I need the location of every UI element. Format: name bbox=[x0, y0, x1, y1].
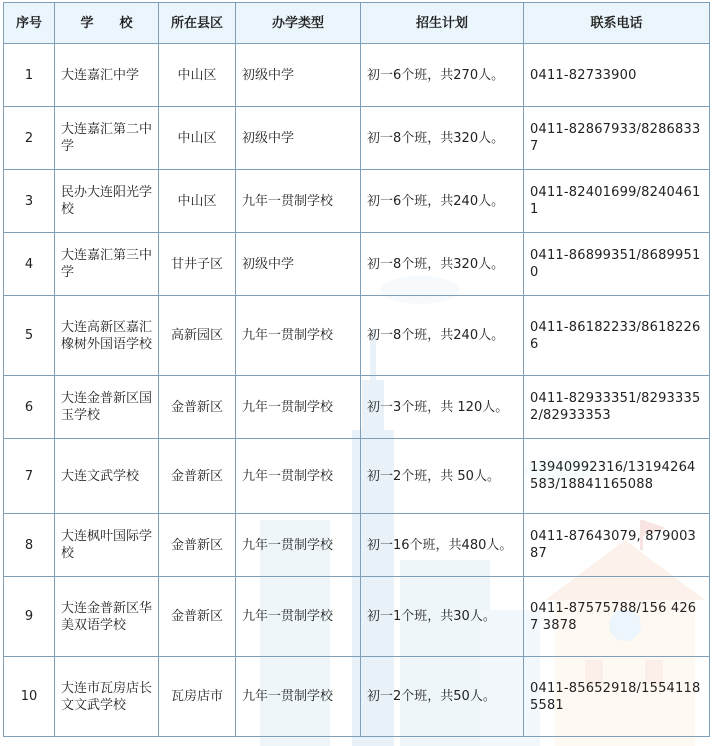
table-row bbox=[4, 376, 710, 439]
cell-district: 中山区 bbox=[159, 44, 236, 107]
cell-phone: 0411-86899351/86899510 bbox=[524, 233, 710, 296]
admissions-table bbox=[3, 2, 710, 737]
cell-index: 10 bbox=[4, 657, 55, 737]
cell-index: 2 bbox=[4, 107, 55, 170]
header-district: 所在县区 bbox=[159, 3, 236, 44]
header-plan: 招生计划 bbox=[361, 3, 524, 44]
cell-plan: 初一6个班，共270人。 bbox=[361, 44, 524, 107]
cell-plan: 初一16个班，共480人。 bbox=[361, 514, 524, 577]
table-header-row bbox=[4, 3, 710, 44]
table-row bbox=[4, 577, 710, 657]
cell-plan: 初一2个班，共50人。 bbox=[361, 657, 524, 737]
cell-type: 初级中学 bbox=[236, 107, 361, 170]
cell-school: 大连文武学校 bbox=[55, 439, 159, 514]
cell-plan: 初一8个班，共320人。 bbox=[361, 233, 524, 296]
cell-type: 九年一贯制学校 bbox=[236, 514, 361, 577]
table-row bbox=[4, 233, 710, 296]
cell-index: 1 bbox=[4, 44, 55, 107]
cell-index: 3 bbox=[4, 170, 55, 233]
cell-type: 九年一贯制学校 bbox=[236, 657, 361, 737]
cell-phone: 0411-87575788/156 4267 3878 bbox=[524, 577, 710, 657]
header-school: 学 校 bbox=[55, 3, 159, 44]
cell-district: 金普新区 bbox=[159, 439, 236, 514]
cell-phone: 0411-87643079, 87900387 bbox=[524, 514, 710, 577]
cell-type: 九年一贯制学校 bbox=[236, 296, 361, 376]
header-phone: 联系电话 bbox=[524, 3, 710, 44]
cell-type: 初级中学 bbox=[236, 44, 361, 107]
header-index: 序号 bbox=[4, 3, 55, 44]
cell-index: 6 bbox=[4, 376, 55, 439]
cell-plan: 初一2个班，共 50人。 bbox=[361, 439, 524, 514]
cell-index: 5 bbox=[4, 296, 55, 376]
table-row bbox=[4, 107, 710, 170]
cell-phone: 0411-85652918/15541185581 bbox=[524, 657, 710, 737]
cell-school: 大连金普新区华美双语学校 bbox=[55, 577, 159, 657]
cell-district: 甘井子区 bbox=[159, 233, 236, 296]
cell-school: 大连高新区嘉汇橡树外国语学校 bbox=[55, 296, 159, 376]
table-row bbox=[4, 514, 710, 577]
cell-district: 中山区 bbox=[159, 107, 236, 170]
cell-phone: 0411-86182233/86182266 bbox=[524, 296, 710, 376]
cell-type: 九年一贯制学校 bbox=[236, 439, 361, 514]
cell-school: 大连嘉汇中学 bbox=[55, 44, 159, 107]
cell-plan: 初一8个班，共240人。 bbox=[361, 296, 524, 376]
cell-plan: 初一3个班，共 120人。 bbox=[361, 376, 524, 439]
cell-index: 7 bbox=[4, 439, 55, 514]
cell-plan: 初一8个班，共320人。 bbox=[361, 107, 524, 170]
cell-district: 金普新区 bbox=[159, 577, 236, 657]
cell-type: 初级中学 bbox=[236, 233, 361, 296]
cell-index: 4 bbox=[4, 233, 55, 296]
cell-index: 9 bbox=[4, 577, 55, 657]
cell-phone: 0411-82867933/82868337 bbox=[524, 107, 710, 170]
cell-school: 大连金普新区国玉学校 bbox=[55, 376, 159, 439]
cell-phone: 13940992316/13194264583/18841165088 bbox=[524, 439, 710, 514]
cell-school: 大连市瓦房店长文文武学校 bbox=[55, 657, 159, 737]
cell-district: 高新园区 bbox=[159, 296, 236, 376]
cell-type: 九年一贯制学校 bbox=[236, 170, 361, 233]
cell-type: 九年一贯制学校 bbox=[236, 376, 361, 439]
cell-school: 大连枫叶国际学校 bbox=[55, 514, 159, 577]
cell-type: 九年一贯制学校 bbox=[236, 577, 361, 657]
cell-school: 民办大连阳光学校 bbox=[55, 170, 159, 233]
table-row bbox=[4, 296, 710, 376]
cell-school: 大连嘉汇第三中学 bbox=[55, 233, 159, 296]
cell-plan: 初一1个班，共30人。 bbox=[361, 577, 524, 657]
cell-district: 金普新区 bbox=[159, 376, 236, 439]
cell-phone: 0411-82933351/82933352/82933353 bbox=[524, 376, 710, 439]
cell-phone: 0411-82401699/82404611 bbox=[524, 170, 710, 233]
cell-school: 大连嘉汇第二中学 bbox=[55, 107, 159, 170]
cell-phone: 0411-82733900 bbox=[524, 44, 710, 107]
table-row bbox=[4, 657, 710, 737]
cell-plan: 初一6个班，共240人。 bbox=[361, 170, 524, 233]
table-row bbox=[4, 170, 710, 233]
table-row bbox=[4, 439, 710, 514]
cell-district: 中山区 bbox=[159, 170, 236, 233]
header-type: 办学类型 bbox=[236, 3, 361, 44]
table-row bbox=[4, 44, 710, 107]
cell-index: 8 bbox=[4, 514, 55, 577]
cell-district: 金普新区 bbox=[159, 514, 236, 577]
cell-district: 瓦房店市 bbox=[159, 657, 236, 737]
